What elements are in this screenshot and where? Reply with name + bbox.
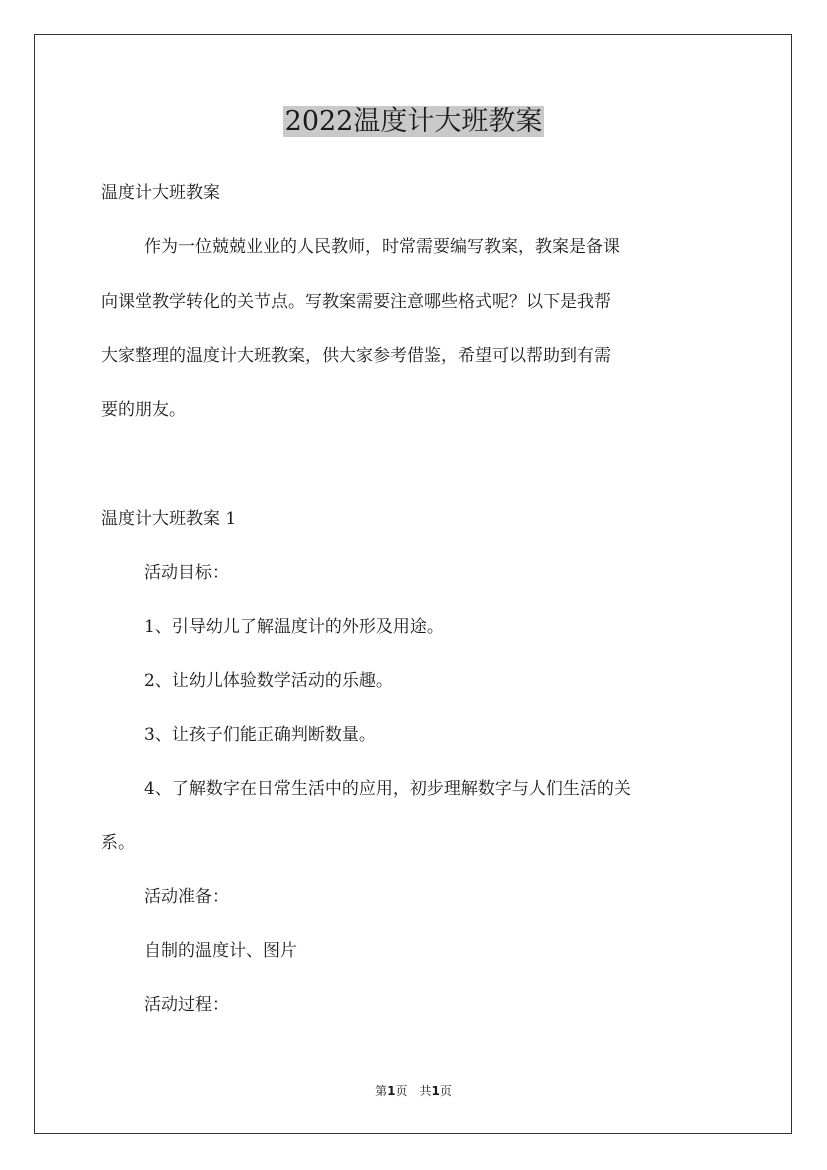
intro-line-3: 大家整理的温度计大班教案，供大家参考借鉴，希望可以帮助到有需 bbox=[101, 346, 611, 366]
footer-page-total: 1 bbox=[431, 1084, 440, 1098]
footer-suffix: 页 bbox=[439, 1084, 452, 1098]
goal-item-1: 1、引导幼儿了解温度计的外形及用途。 bbox=[144, 617, 444, 637]
document-title-text: 2022温度计大班教案 bbox=[284, 106, 543, 137]
goal-item-2: 2、让幼儿体验数学活动的乐趣。 bbox=[144, 671, 393, 691]
footer-prefix: 第 bbox=[375, 1084, 388, 1098]
page-footer bbox=[0, 1083, 827, 1099]
goal-item-4-continued: 系。 bbox=[101, 833, 135, 853]
goal-item-4: 4、了解数字在日常生活中的应用，初步理解数字与人们生活的关 bbox=[144, 779, 631, 799]
document-heading: 温度计大班教案 bbox=[101, 183, 220, 203]
intro-line-1: 作为一位兢兢业业的人民教师，时常需要编写教案，教案是备课 bbox=[144, 237, 620, 257]
footer-mid: 页 共 bbox=[395, 1084, 432, 1098]
process-label: 活动过程： bbox=[144, 995, 229, 1015]
prep-label: 活动准备： bbox=[144, 887, 229, 907]
section1-heading: 温度计大班教案 1 bbox=[101, 509, 237, 529]
document-title bbox=[0, 102, 827, 142]
footer-page-current: 1 bbox=[387, 1084, 396, 1098]
prep-text: 自制的温度计、图片 bbox=[144, 941, 297, 961]
intro-line-4: 要的朋友。 bbox=[101, 400, 186, 420]
intro-line-2: 向课堂教学转化的关节点。写教案需要注意哪些格式呢？以下是我帮 bbox=[101, 292, 611, 312]
goal-item-3: 3、让孩子们能正确判断数量。 bbox=[144, 725, 376, 745]
goals-label: 活动目标： bbox=[144, 563, 229, 583]
